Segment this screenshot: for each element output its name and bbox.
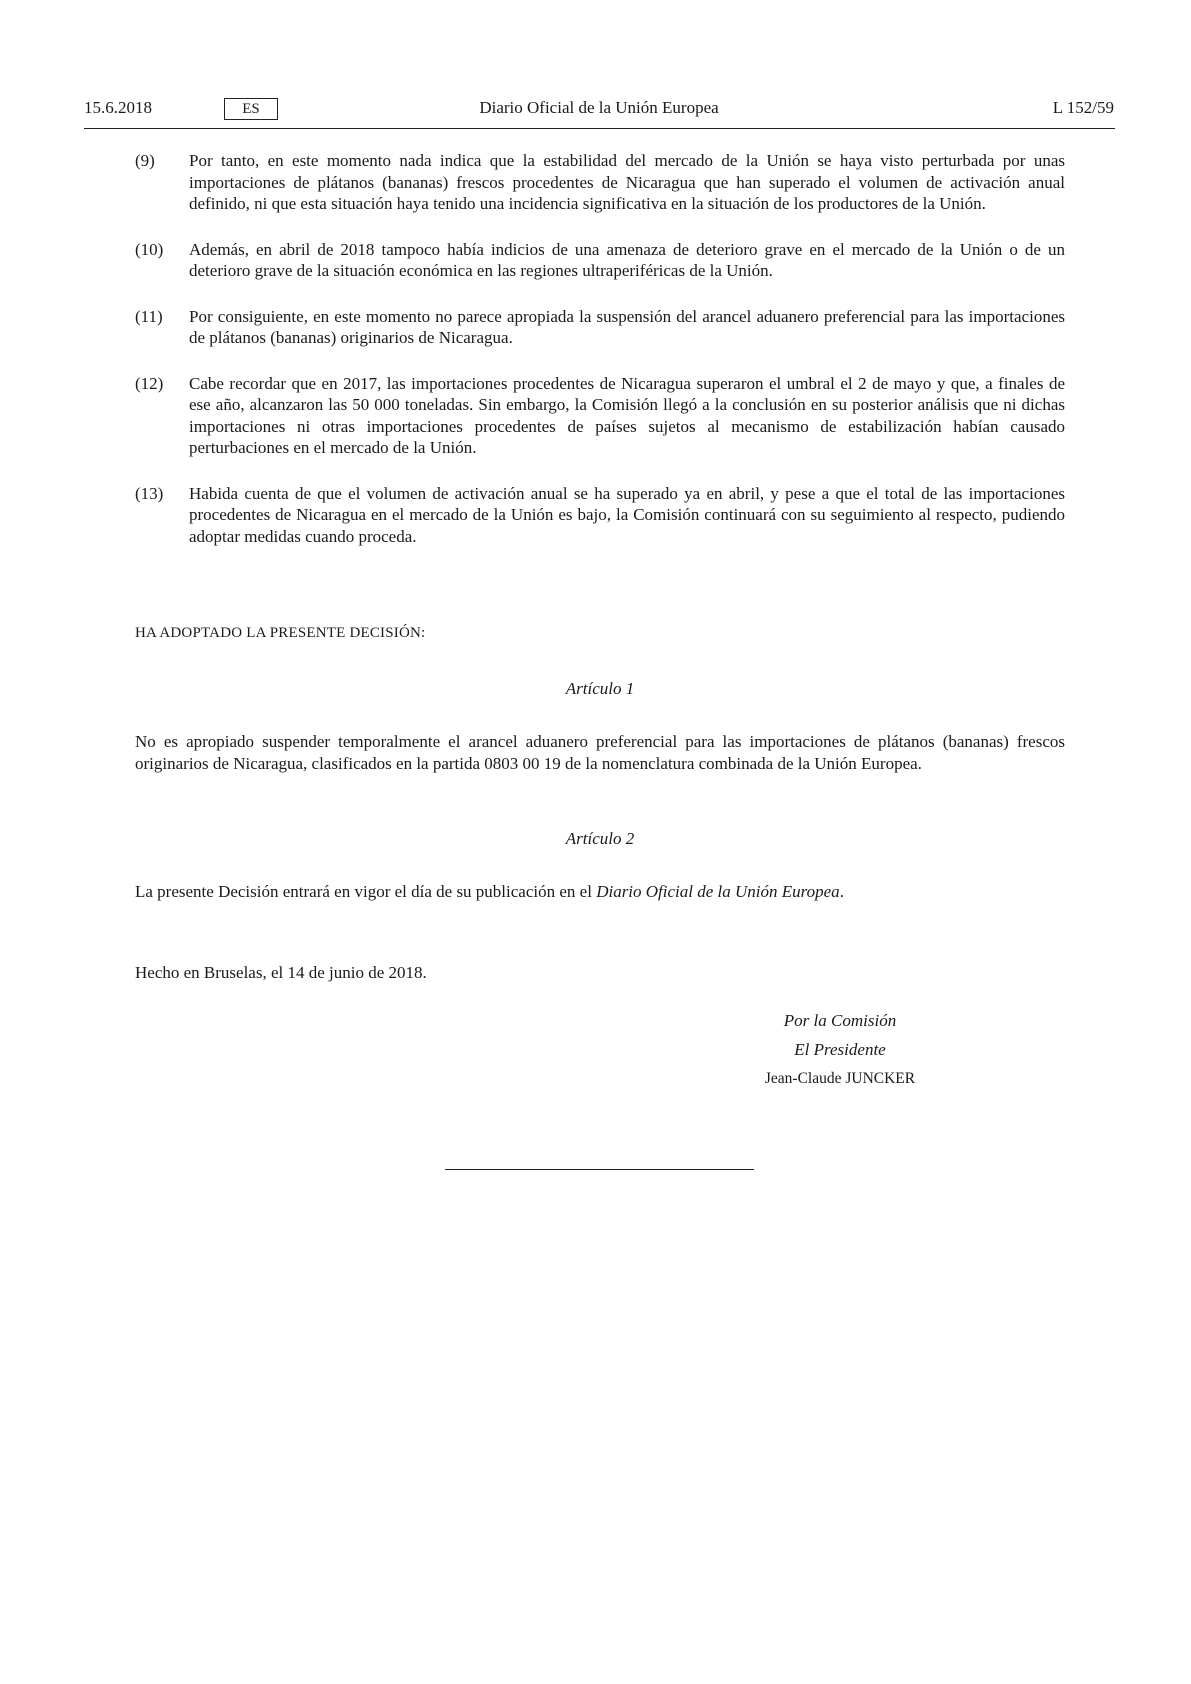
recital-text: Cabe recordar que en 2017, las importaciones procedentes de Nicaragua superaron el umbral el 2 de mayo y que, a finales de ese año, alcanzaron las 50 000 toneladas. Sin embargo, la Comisión llegó a la conclusión en su posterior análisis que ni dichas importaciones ni otras importaciones procedentes de países sujetos al mecanismo de estabilización habían causado perturbaciones en el mercado de la Unión. (189, 373, 1065, 457)
recital-11 (135, 306, 1065, 349)
article-1-text: No es apropiado suspender temporalmente el arancel aduanero preferencial para las importaciones de plátanos (bananas) frescos originarios de Nicaragua, clasificados en la partida 0803 00 19 de la nomenclatura combinada de la Unión Europea. (135, 732, 1065, 773)
article-2-text (135, 881, 1065, 903)
end-divider (445, 1169, 754, 1170)
signature-title: El Presidente (794, 1040, 886, 1059)
recitals-list (135, 150, 1065, 571)
closing-place-date: Hecho en Bruselas, el 14 de junio de 2018. (135, 963, 427, 982)
article-1-title: Artículo 1 (565, 679, 635, 698)
article-2-title: Artículo 2 (565, 829, 635, 848)
language-badge: ES (224, 98, 278, 120)
page-reference: L 152/59 (1052, 98, 1114, 117)
header-divider (84, 128, 1115, 129)
recital-number: (9) (135, 151, 155, 170)
signature-for: Por la Comisión (783, 1011, 897, 1030)
journal-title: Diario Oficial de la Unión Europea (479, 98, 719, 117)
signature-block (720, 1006, 960, 1093)
signatory-name: Jean-Claude JUNCKER (764, 1070, 916, 1087)
page-header (84, 98, 1114, 128)
recital-number: (11) (135, 306, 163, 326)
adoption-formula: HA ADOPTADO LA PRESENTE DECISIÓN: (135, 625, 426, 641)
recital-12 (135, 373, 1065, 459)
article-2-text-before: La presente Decisión entrará en vigor el día de su publicación en el (135, 882, 597, 901)
recital-text: Por tanto, en este momento nada indica que la estabilidad del mercado de la Unión se haya visto perturbada por unas importaciones de plátanos (bananas) frescos procedentes de Nicaragua que han superado el volumen de activación anual definido, ni que esta situación haya tenido una incidencia significativa en la situación de los productores de la Unión. (189, 151, 1065, 213)
recital-13 (135, 483, 1065, 548)
recital-number: (12) (135, 373, 164, 393)
recital-9 (135, 150, 1065, 215)
article-2-text-after: . (839, 882, 844, 901)
recital-number: (13) (135, 483, 164, 503)
recital-text: Además, en abril de 2018 tampoco había indicios de una amenaza de deterioro grave en el mercado de la Unión o de un deterioro grave de la situación económica en las regiones ultraperiféricas de la Unión. (189, 239, 1065, 280)
recital-10 (135, 239, 1065, 282)
recital-text: Por consiguiente, en este momento no parece apropiada la suspensión del arancel aduanero preferencial para las importaciones de plátanos (bananas) originarios de Nicaragua. (189, 306, 1065, 347)
journal-reference: Diario Oficial de la Unión Europea (596, 882, 840, 901)
publication-date: 15.6.2018 (84, 98, 152, 117)
recital-number: (10) (135, 239, 164, 259)
recital-text: Habida cuenta de que el volumen de activación anual se ha superado ya en abril, y pese a que el total de las importaciones procedentes de Nicaragua en el mercado de la Unión es bajo, la Comisión continuará con su seguimiento al respecto, pudiendo adoptar medidas cuando proceda. (189, 483, 1065, 546)
